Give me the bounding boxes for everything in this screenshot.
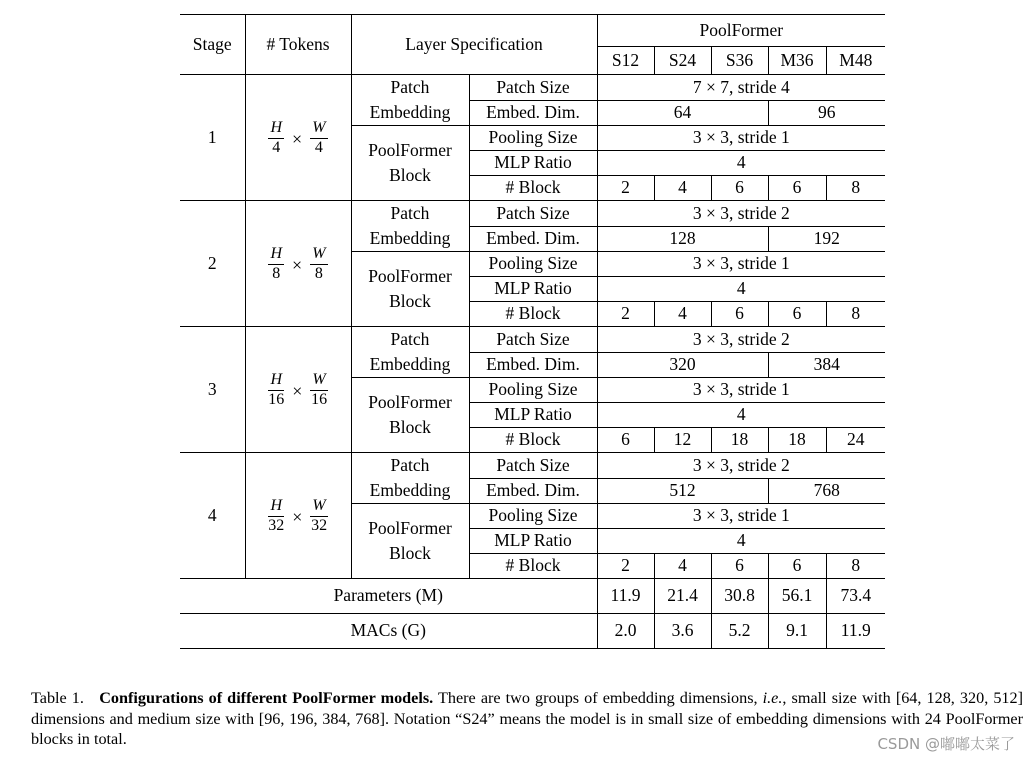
width-divisor: 4 <box>314 139 323 156</box>
num-block-label: # Block <box>469 554 597 579</box>
num-block-value: 18 <box>711 428 768 453</box>
height-divisor: 16 <box>268 391 285 408</box>
num-block-value: 4 <box>654 554 711 579</box>
height-fraction <box>268 120 284 157</box>
mlp-ratio-label: MLP Ratio <box>469 529 597 554</box>
stage-tokens <box>245 453 351 579</box>
stage-number: 4 <box>180 453 245 579</box>
times-symbol: × <box>292 254 303 275</box>
caption-title: Configurations of different PoolFormer models. <box>99 689 434 707</box>
width-fraction <box>310 120 327 157</box>
table-caption <box>31 688 1023 750</box>
num-block-value: 4 <box>654 176 711 201</box>
num-block-value: 4 <box>654 302 711 327</box>
patch-embedding-line2: Embedding <box>369 480 451 500</box>
width-divisor: 32 <box>311 517 328 534</box>
patch-embedding-line2: Embedding <box>369 228 451 248</box>
num-block-value: 6 <box>711 554 768 579</box>
times-symbol: × <box>292 128 303 149</box>
pooling-size-label: Pooling Size <box>469 252 597 277</box>
patch-size-value: 3 × 3, stride 2 <box>597 327 885 353</box>
macs-row <box>180 614 885 649</box>
header-stage: Stage <box>180 15 245 75</box>
patch-size-label: Patch Size <box>469 327 597 353</box>
embed-dim-small: 512 <box>597 478 768 504</box>
patch-size-value: 3 × 3, stride 2 <box>597 453 885 479</box>
poolformer-block-label <box>351 504 469 579</box>
header-model-m48: M48 <box>826 47 885 75</box>
patch-embedding-line1: Patch <box>390 455 430 475</box>
num-block-value: 2 <box>597 554 654 579</box>
mlp-ratio-value: 4 <box>597 403 885 428</box>
header-model-s24: S24 <box>654 47 711 75</box>
height-fraction <box>268 498 284 535</box>
width-symbol: W <box>310 372 327 391</box>
macs-value: 3.6 <box>654 614 711 649</box>
num-block-value: 6 <box>597 428 654 453</box>
width-divisor: 16 <box>311 391 328 408</box>
caption-text-1: There are two groups of embedding dimensions, <box>438 689 758 707</box>
height-fraction <box>268 246 284 283</box>
poolformer-config-table <box>180 14 885 649</box>
patch-embedding-label <box>351 75 469 126</box>
mlp-ratio-label: MLP Ratio <box>469 403 597 428</box>
num-block-value: 6 <box>768 554 826 579</box>
mlp-ratio-label: MLP Ratio <box>469 277 597 302</box>
macs-label: MACs (G) <box>180 614 597 649</box>
num-block-value: 8 <box>826 554 885 579</box>
macs-value: 5.2 <box>711 614 768 649</box>
patch-embedding-label <box>351 201 469 252</box>
parameters-value: 73.4 <box>826 579 885 614</box>
header-tokens: # Tokens <box>245 15 351 75</box>
embed-dim-small: 128 <box>597 226 768 252</box>
header-layer-spec: Layer Specification <box>351 15 597 75</box>
width-symbol: W <box>310 498 327 517</box>
token-expression <box>268 372 327 409</box>
header-poolformer-group: PoolFormer <box>597 15 885 47</box>
mlp-ratio-value: 4 <box>597 529 885 554</box>
height-fraction <box>268 372 284 409</box>
width-fraction <box>310 246 327 283</box>
num-block-value: 2 <box>597 176 654 201</box>
num-block-value: 6 <box>711 302 768 327</box>
pooling-size-value: 3 × 3, stride 1 <box>597 252 885 277</box>
caption-prefix: Table 1. <box>31 689 84 707</box>
num-block-value: 6 <box>768 302 826 327</box>
embed-dim-medium: 768 <box>768 478 885 504</box>
stage-4-patch-size-row <box>180 453 885 479</box>
stage-tokens <box>245 201 351 327</box>
height-divisor: 32 <box>268 517 285 534</box>
patch-embedding-label <box>351 327 469 378</box>
width-symbol: W <box>310 246 327 265</box>
stage-3-patch-size-row <box>180 327 885 353</box>
embed-dim-label: Embed. Dim. <box>469 100 597 126</box>
width-fraction <box>310 372 327 409</box>
poolformer-block-line2: Block <box>389 165 431 185</box>
mlp-ratio-label: MLP Ratio <box>469 151 597 176</box>
stage-tokens <box>245 75 351 201</box>
patch-size-label: Patch Size <box>469 75 597 101</box>
patch-embedding-line1: Patch <box>390 203 430 223</box>
height-symbol: H <box>268 498 284 517</box>
stage-number: 3 <box>180 327 245 453</box>
embed-dim-label: Embed. Dim. <box>469 478 597 504</box>
width-divisor: 8 <box>314 265 323 282</box>
stage-2-patch-size-row <box>180 201 885 227</box>
patch-embedding-line2: Embedding <box>369 102 451 122</box>
header-row-1 <box>180 15 885 47</box>
header-model-s36: S36 <box>711 47 768 75</box>
patch-embedding-line2: Embedding <box>369 354 451 374</box>
macs-value: 2.0 <box>597 614 654 649</box>
parameters-label: Parameters (M) <box>180 579 597 614</box>
pooling-size-label: Pooling Size <box>469 378 597 403</box>
patch-embedding-label <box>351 453 469 504</box>
num-block-value: 8 <box>826 176 885 201</box>
height-symbol: H <box>268 120 284 139</box>
width-symbol: W <box>310 120 327 139</box>
pooling-size-label: Pooling Size <box>469 126 597 151</box>
patch-embedding-line1: Patch <box>390 329 430 349</box>
header-model-m36: M36 <box>768 47 826 75</box>
macs-value: 11.9 <box>826 614 885 649</box>
height-divisor: 4 <box>272 139 281 156</box>
poolformer-block-line1: PoolFormer <box>368 392 452 412</box>
poolformer-block-line2: Block <box>389 417 431 437</box>
num-block-value: 6 <box>711 176 768 201</box>
parameters-value: 56.1 <box>768 579 826 614</box>
poolformer-block-label <box>351 252 469 327</box>
num-block-label: # Block <box>469 302 597 327</box>
mlp-ratio-value: 4 <box>597 277 885 302</box>
pooling-size-value: 3 × 3, stride 1 <box>597 126 885 151</box>
embed-dim-medium: 384 <box>768 352 885 378</box>
poolformer-block-line1: PoolFormer <box>368 518 452 538</box>
parameters-value: 21.4 <box>654 579 711 614</box>
pooling-size-value: 3 × 3, stride 1 <box>597 504 885 529</box>
height-symbol: H <box>268 372 284 391</box>
token-expression <box>268 498 327 535</box>
header-model-s12: S12 <box>597 47 654 75</box>
poolformer-block-label <box>351 378 469 453</box>
poolformer-block-line1: PoolFormer <box>368 266 452 286</box>
num-block-value: 18 <box>768 428 826 453</box>
num-block-label: # Block <box>469 428 597 453</box>
parameters-row <box>180 579 885 614</box>
patch-size-value: 7 × 7, stride 4 <box>597 75 885 101</box>
poolformer-block-label <box>351 126 469 201</box>
watermark: CSDN @嘟嘟太菜了 <box>877 735 1015 753</box>
caption-ie: i.e. <box>762 689 783 707</box>
num-block-label: # Block <box>469 176 597 201</box>
embed-dim-label: Embed. Dim. <box>469 226 597 252</box>
token-expression <box>268 246 327 283</box>
patch-embedding-line1: Patch <box>390 77 430 97</box>
pooling-size-label: Pooling Size <box>469 504 597 529</box>
config-table-wrapper <box>180 14 885 649</box>
patch-size-label: Patch Size <box>469 453 597 479</box>
macs-value: 9.1 <box>768 614 826 649</box>
stage-number: 1 <box>180 75 245 201</box>
poolformer-block-line2: Block <box>389 543 431 563</box>
embed-dim-small: 64 <box>597 100 768 126</box>
width-fraction <box>310 498 327 535</box>
stage-1-patch-size-row <box>180 75 885 101</box>
embed-dim-label: Embed. Dim. <box>469 352 597 378</box>
mlp-ratio-value: 4 <box>597 151 885 176</box>
parameters-value: 30.8 <box>711 579 768 614</box>
poolformer-block-line2: Block <box>389 291 431 311</box>
parameters-value: 11.9 <box>597 579 654 614</box>
times-symbol: × <box>292 506 303 527</box>
num-block-value: 24 <box>826 428 885 453</box>
poolformer-block-line1: PoolFormer <box>368 140 452 160</box>
embed-dim-small: 320 <box>597 352 768 378</box>
height-divisor: 8 <box>272 265 281 282</box>
token-expression <box>268 120 327 157</box>
num-block-value: 6 <box>768 176 826 201</box>
height-symbol: H <box>268 246 284 265</box>
embed-dim-medium: 192 <box>768 226 885 252</box>
patch-size-label: Patch Size <box>469 201 597 227</box>
patch-size-value: 3 × 3, stride 2 <box>597 201 885 227</box>
stage-number: 2 <box>180 201 245 327</box>
embed-dim-medium: 96 <box>768 100 885 126</box>
stage-tokens <box>245 327 351 453</box>
pooling-size-value: 3 × 3, stride 1 <box>597 378 885 403</box>
num-block-value: 8 <box>826 302 885 327</box>
times-symbol: × <box>292 380 303 401</box>
num-block-value: 2 <box>597 302 654 327</box>
num-block-value: 12 <box>654 428 711 453</box>
caption-text-2: , small size with [64, 128, 320, 512] dimensions and medium size with [96, 196, 384, 768]. Notation “S24” means the model is in small size of embedding dimensions with 24 PoolFormer blocks in total. <box>31 689 1024 748</box>
